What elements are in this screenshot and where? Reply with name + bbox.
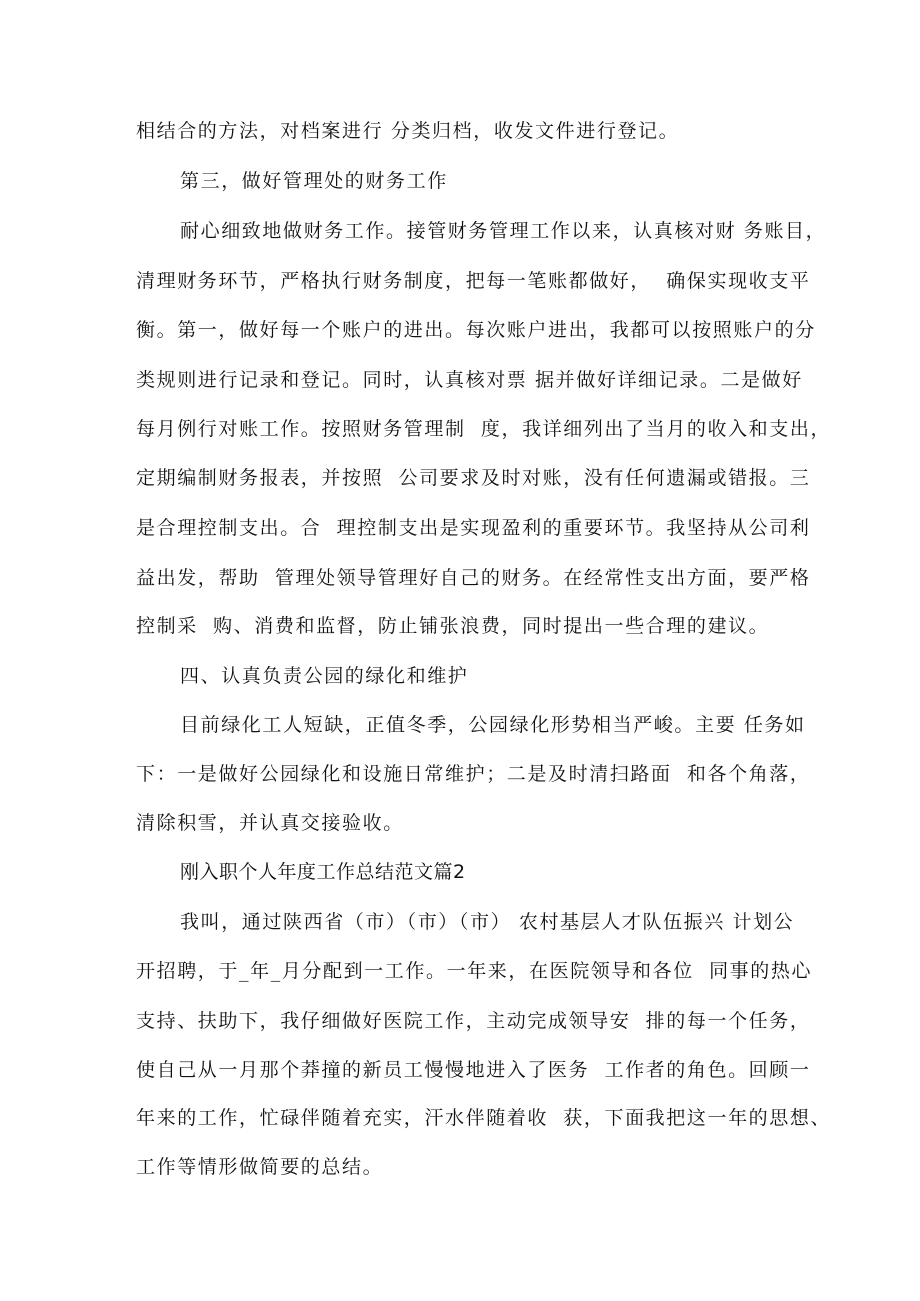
paragraph-line: 开招聘，于_年_月分配到一工作。一年来，在医院领导和各位 同事的热心	[136, 960, 813, 982]
paragraph-line: 支持、扶助下，我仔细做好医院工作，主动完成领导安 排的每一个任务，	[136, 1010, 811, 1032]
section-heading-finance: 第三，做好管理处的财务工作	[180, 170, 448, 192]
article-title: 刚入职个人年度工作总结范文篇2	[180, 861, 466, 883]
paragraph-line: 目前绿化工人短缺，正值冬季，公园绿化形势相当严峻。主要 任务如	[180, 714, 806, 736]
paragraph-line: 每月例行对账工作。按照财务管理制 度，我详细列出了当月的收入和支出，	[136, 418, 832, 440]
paragraph-line: 衡。第一，做好每一个账户的进出。每次账户进出，我都可以按照账户的分	[136, 319, 816, 341]
paragraph-line: 使自己从一月那个莽撞的新员工慢慢地进入了医务 工作者的角色。回顾一	[136, 1059, 811, 1081]
paragraph-line: 我叫，通过陕西省（市）（市）（市） 农村基层人才队伍振兴 计划公	[180, 911, 795, 933]
paragraph-line: 相结合的方法，对档案进行 分类归档，收发文件进行登记。	[136, 120, 680, 142]
paragraph-line: 控制采 购、消费和监督，防止铺张浪费，同时提出一些合理的建议。	[136, 615, 770, 637]
paragraph-line: 年来的工作，忙碌伴随着充实，汗水伴随着收 获，下面我把这一年的思想、	[136, 1107, 832, 1129]
paragraph-line: 耐心细致地做财务工作。接管财务管理工作以来，认真核对财 务账目，	[180, 220, 827, 242]
paragraph-line: 清理财务环节，严格执行财务制度，把每一笔账都做好， 确保实现收支平	[136, 270, 811, 292]
section-heading-greening: 四、认真负责公园的绿化和维护	[180, 665, 469, 687]
paragraph-line: 下：一是做好公园绿化和设施日常维护；二是及时清扫路面 和各个角落，	[136, 763, 811, 785]
paragraph-line: 清除积雪，并认真交接验收。	[136, 812, 404, 834]
paragraph-line: 类规则进行记录和登记。同时，认真核对票 据并做好详细记录。二是做好	[136, 369, 803, 391]
paragraph-line: 益出发，帮助 管理处领导管理好自己的财务。在经常性支出方面，要严格	[136, 567, 811, 589]
paragraph-line: 工作等情形做简要的总结。	[136, 1156, 384, 1178]
paragraph-line: 是合理控制支出。合 理控制支出是实现盈利的重要环节。我坚持从公司利	[136, 517, 811, 539]
paragraph-line: 定期编制财务报表，并按照 公司要求及时对账，没有任何遗漏或错报。三	[136, 467, 811, 489]
